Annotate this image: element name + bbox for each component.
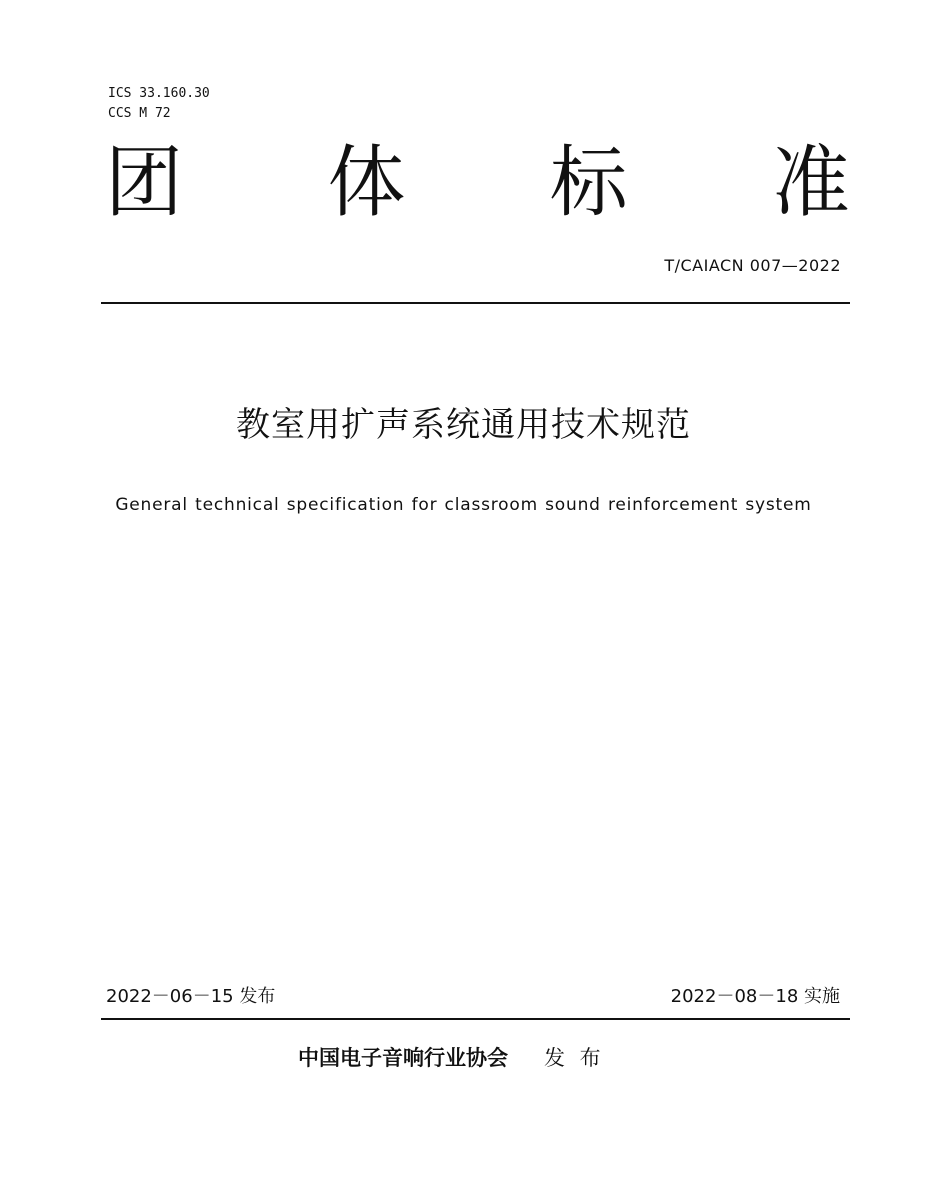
publisher-line [298, 1042, 605, 1074]
standard-number: T/CAIACN 007—2022 [664, 256, 841, 275]
category-char-4: 准 [771, 138, 850, 228]
ccs-code: CCS M 72 [108, 106, 171, 121]
issue-date: 2022－06－15 发布 [106, 986, 276, 1007]
english-title: General technical specification for classroom sound reinforcement system [115, 495, 812, 515]
implementation-date: 2022－08－18 实施 [670, 986, 840, 1007]
document-category-heading [105, 138, 850, 228]
top-divider [101, 302, 850, 304]
category-char-2: 体 [327, 138, 406, 228]
classification-codes [108, 84, 210, 124]
publisher-name: 中国电子音响行业协会 [298, 1045, 508, 1070]
category-char-3: 标 [549, 138, 628, 228]
bottom-divider [101, 1018, 850, 1020]
category-char-1: 团 [105, 138, 184, 228]
chinese-title: 教室用扩声系统通用技术规范 [236, 405, 691, 445]
publish-action: 发 布 [544, 1046, 605, 1070]
ics-code: ICS 33.160.30 [108, 86, 210, 101]
